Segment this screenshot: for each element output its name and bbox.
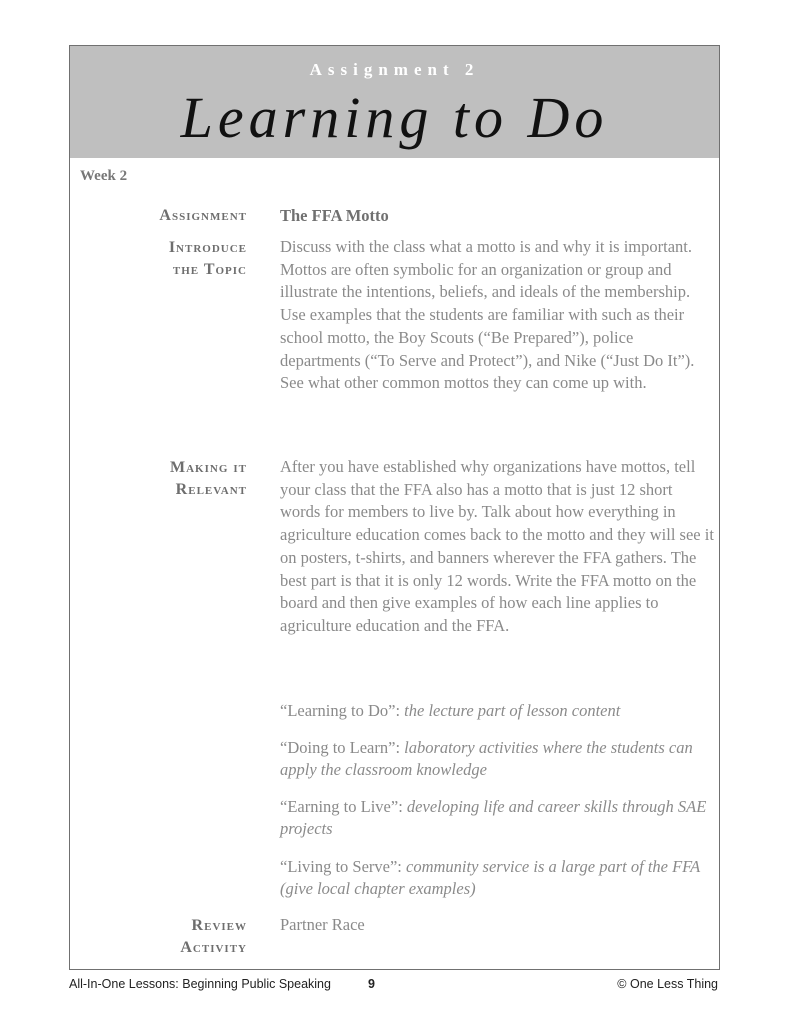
assignment-number: Assignment 2 bbox=[309, 60, 480, 79]
motto-line-3: “Earning to Live”: developing life and career skills through SAE projects bbox=[280, 797, 707, 838]
page-title: Learning to Do bbox=[180, 85, 609, 150]
label-review-activity: Review Activity bbox=[180, 917, 247, 956]
motto-line-4: “Living to Serve”: community service is a large part of the FFA (give local chapter examples) bbox=[280, 857, 700, 898]
week-label: Week 2 bbox=[80, 168, 128, 184]
motto-line-1: “Learning to Do”: the lecture part of lesson content bbox=[280, 701, 621, 720]
label-assignment: Assignment bbox=[159, 207, 247, 224]
header-banner bbox=[70, 46, 719, 158]
footer-page-number: 9 bbox=[368, 977, 375, 991]
footer-book-title: All-In-One Lessons: Beginning Public Speaking bbox=[69, 977, 331, 991]
introduce-topic-text: Discuss with the class what a motto is and why it is important. Mottos are often symbolic for an organization or group and illustrate the intentions, beliefs, and ideals of the membership. Use examples that the students are familiar with such as their school motto, the Boy Scouts (“Be Prepared”), police departments (“To Serve and Protect”), and Nike (“Just Do It”). See what other common mottos they can come up with. bbox=[280, 237, 695, 393]
review-activity-text: Partner Race bbox=[280, 915, 365, 934]
footer-copyright: © One Less Thing bbox=[617, 977, 718, 991]
label-making-relevant: Making it Relevant bbox=[170, 459, 247, 498]
page-frame bbox=[69, 45, 720, 970]
label-introduce-topic: Introduce the Topic bbox=[168, 239, 247, 278]
motto-line-2: “Doing to Learn”: laboratory activities where the students can apply the classroom knowledge bbox=[280, 738, 693, 779]
assignment-title: The FFA Motto bbox=[280, 206, 389, 225]
making-relevant-text: After you have established why organizations have mottos, tell your class that the FFA also has a motto that is just 12 short words for members to live by. Talk about how everything in agriculture education comes back to the motto and they will see it on posters, t-shirts, and banners wherever the FFA gathers. The best part is that it is only 12 words. Write the FFA motto on the board and then give examples of how each line applies to agriculture education and the FFA. bbox=[280, 457, 714, 635]
